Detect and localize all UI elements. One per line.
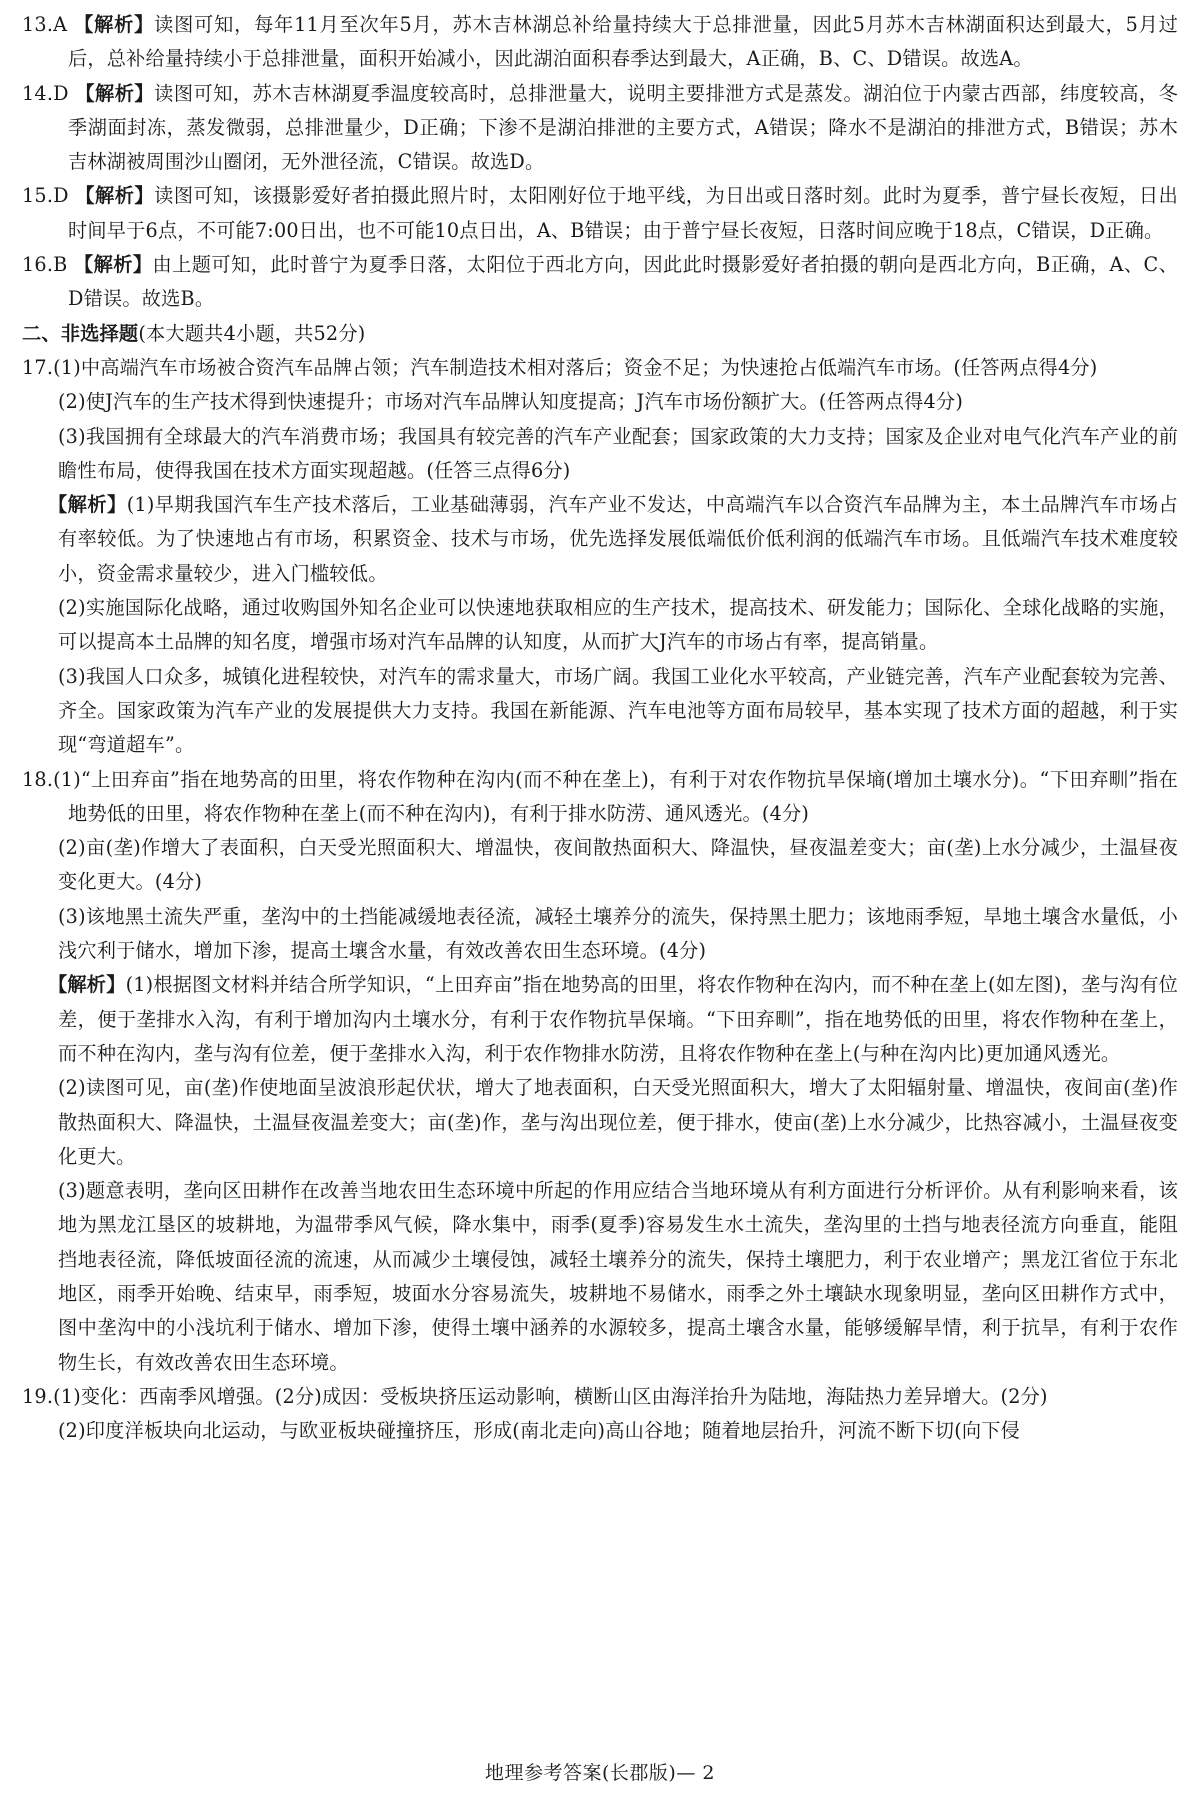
answer-text: (1)“上田弃亩”指在地势高的田里，将农作物种在沟内(而不种在垄上)，有利于对农作物抗旱保墒(增加土壤水分)。“下田弃甽”指在地势低的田里，将农作物种在垄上(而不种在沟内)，有利于排水防涝、通风透光。(4分) — [53, 767, 1178, 825]
analysis-tag: 【解析】 — [48, 973, 126, 997]
answer-choice: A — [53, 13, 75, 36]
answer-choice: B — [53, 253, 74, 277]
analysis-text: (1)早期我国汽车生产技术落后，工业基础薄弱，汽车产业不发达，中高端汽车以合资汽车品牌为主，本土品牌汽车市场占有率较低。为了快速地占有市场，积累资金、技术与市场，优先选择发展低端低价低利润的低端汽车市场。且低端汽车技术难度较小，资金需求量较少，进入门槛较低。 — [58, 493, 1178, 585]
analysis-tag: 【解析】 — [75, 81, 155, 105]
analysis-text: 由上题可知，此时普宁为夏季日落，太阳位于西北方向，因此此时摄影爱好者拍摄的朝向是西北方向，B正确，A、C、D错误。故选B。 — [68, 253, 1178, 311]
sub-answer — [22, 660, 1178, 763]
answer-choice: D — [53, 184, 76, 208]
analysis-text: (1)根据图文材料并结合所学知识，“上田弃亩”指在地势高的田里，将农作物种在沟内，而不种在垄上(如左图)，垄与沟有位差，便于垄排水入沟，有利于增加沟内土壤水分，有利于农作物抗旱保墒。“下田弃甽”，指在地势低的田里，将农作物种在垄上，而不种在沟内，垄与沟有位差，便于垄排水入沟，利于农作物排水防涝，且将农作物种在垄上(与种在沟内比)更加通风透光。 — [58, 973, 1178, 1065]
sub-answer — [22, 900, 1178, 969]
sub-answer-text: (3)我国人口众多，城镇化进程较快，对汽车的需求量大，市场广阔。我国工业化水平较高，产业链完善，汽车产业配套较为完善、齐全。国家政策为汽车产业的发展提供大力支持。我国在新能源、汽车电池等方面布局较早，基本实现了技术方面的超越，利于实现“弯道超车”。 — [58, 664, 1178, 757]
analysis-tag: 【解析】 — [48, 493, 127, 517]
sub-answer-text: (2)印度洋板块向北运动，与欧亚板块碰撞挤压，形成(南北走向)高山谷地；随着地层抬升，河流不断下切(向下侵 — [58, 1419, 1021, 1443]
page-footer: 地理参考答案(长郡版)— 2 — [485, 1762, 715, 1784]
question-number: 18. — [22, 767, 54, 791]
sub-answer — [22, 1174, 1178, 1380]
section-note: (本大题共4小题，共52分) — [138, 321, 366, 345]
answer-item — [22, 77, 1178, 180]
answer-page — [22, 8, 1178, 1448]
question-number: 17. — [22, 355, 54, 379]
sub-answer — [22, 420, 1178, 489]
answer-text: (1)变化：西南季风增强。(2分)成因：受板块挤压运动影响，横断山区由海洋抬升为陆地，海陆热力差异增大。(2分) — [53, 1384, 1048, 1408]
answer-item — [22, 763, 1178, 832]
analysis-block — [22, 488, 1178, 591]
section-title: 二、非选择题 — [22, 321, 139, 345]
analysis-text: 读图可知，每年11月至次年5月，苏木吉林湖总补给量持续大于总排泄量，因此5月苏木吉林湖面积达到最大，5月过后，总补给量持续小于总排泄量，面积开始减小，因此湖泊面积春季达到最大，A正确，B、C、D错误。故选A。 — [68, 13, 1178, 71]
analysis-tag: 【解析】 — [73, 253, 153, 277]
answer-item — [22, 351, 1178, 385]
analysis-text: 读图可知，该摄影爱好者拍摄此照片时，太阳刚好位于地平线，为日出或日落时刻。此时为夏季，普宁昼长夜短，日出时间早于6点，不可能7:00日出，也不可能10点日出，A、B错误；由于普宁昼长夜短，日落时间应晚于18点，C错误，D正确。 — [68, 184, 1178, 242]
answer-item — [22, 1380, 1178, 1414]
sub-answer-text: (3)我国拥有全球最大的汽车消费市场；我国具有较完善的汽车产业配套；国家政策的大力支持；国家及企业对电气化汽车产业的前瞻性布局，使得我国在技术方面实现超越。(任答三点得6分) — [58, 424, 1178, 482]
sub-answer — [22, 1414, 1178, 1448]
sub-answer — [22, 831, 1178, 900]
section-heading — [22, 317, 1178, 351]
answer-text: (1)中高端汽车市场被合资汽车品牌占领；汽车制造技术相对落后；资金不足；为快速抢占低端汽车市场。(任答两点得4分) — [53, 355, 1098, 379]
sub-answer — [22, 385, 1178, 419]
answer-item — [22, 8, 1178, 77]
question-number: 13. — [22, 13, 54, 36]
question-number: 16. — [22, 253, 54, 277]
answer-choice: D — [53, 81, 76, 105]
sub-answer-text: (2)亩(垄)作增大了表面积，白天受光照面积大、增温快，夜间散热面积大、降温快，昼夜温差变大；亩(垄)上水分减少，土温昼夜变化更大。(4分) — [58, 836, 1178, 894]
analysis-text: 读图可知，苏木吉林湖夏季温度较高时，总排泄量大，说明主要排泄方式是蒸发。湖泊位于内蒙古西部，纬度较高，冬季湖面封冻，蒸发微弱，总排泄量少，D正确；下渗不是湖泊排泄的主要方式，A错误；降水不是湖泊的排泄方式，B错误；苏木吉林湖被周围沙山圈闭，无外泄径流，C错误。故选D。 — [68, 81, 1178, 174]
analysis-tag: 【解析】 — [75, 184, 155, 208]
question-number: 14. — [22, 81, 54, 105]
analysis-tag: 【解析】 — [74, 13, 155, 36]
sub-answer — [22, 591, 1178, 660]
sub-answer-text: (2)使J汽车的生产技术得到快速提升；市场对汽车品牌认知度提高；J汽车市场份额扩大。(任答两点得4分) — [58, 390, 964, 414]
answer-item — [22, 248, 1178, 317]
sub-answer-text: (3)该地黑土流失严重，垄沟中的土挡能减缓地表径流，减轻土壤养分的流失，保持黑土肥力；该地雨季短，旱地土壤含水量低，小浅穴利于储水，增加下渗，提高土壤含水量，有效改善农田生态环境。(4分) — [58, 904, 1178, 963]
sub-answer-text: (2)读图可见，亩(垄)作使地面呈波浪形起伏状，增大了地表面积，白天受光照面积大，增大了太阳辐射量、增温快，夜间亩(垄)作散热面积大、降温快，土温昼夜温差变大；亩(垄)作，垄与沟出现位差，便于排水，使亩(垄)上水分减少，比热容减小，土温昼夜变化更大。 — [58, 1076, 1178, 1168]
answer-item — [22, 179, 1178, 248]
sub-answer — [22, 1071, 1178, 1174]
sub-answer-text: (2)实施国际化战略，通过收购国外知名企业可以快速地获取相应的生产技术，提高技术、研发能力；国际化、全球化战略的实施，可以提高本土品牌的知名度，增强市场对汽车品牌的认知度，从而扩大J汽车的市场占有率，提高销量。 — [58, 596, 1178, 654]
analysis-block — [22, 968, 1178, 1071]
sub-answer-text: (3)题意表明，垄向区田耕作在改善当地农田生态环境中所起的作用应结合当地环境从有利方面进行分析评价。从有利影响来看，该地为黑龙江垦区的坡耕地，为温带季风气候，降水集中，雨季(夏季)容易发生水土流失，垄沟里的土挡与地表径流方向垂直，能阻挡地表径流，降低坡面径流的流速，从而减少土壤侵蚀，减轻土壤养分的流失，保持土壤肥力，利于农业增产；黑龙江省位于东北地区，雨季开始晚、结束早，雨季短，坡面水分容易流失，坡耕地不易储水，雨季之外土壤缺水现象明显，垄向区田耕作方式中，图中垄沟中的小浅坑利于储水、增加下渗，使得土壤中涵养的水源较多，提高土壤含水量，能够缓解旱情，利于抗旱，有利于农作物生长，有效改善农田生态环境。 — [58, 1179, 1178, 1374]
question-number: 19. — [22, 1384, 54, 1408]
question-number: 15. — [22, 184, 54, 208]
